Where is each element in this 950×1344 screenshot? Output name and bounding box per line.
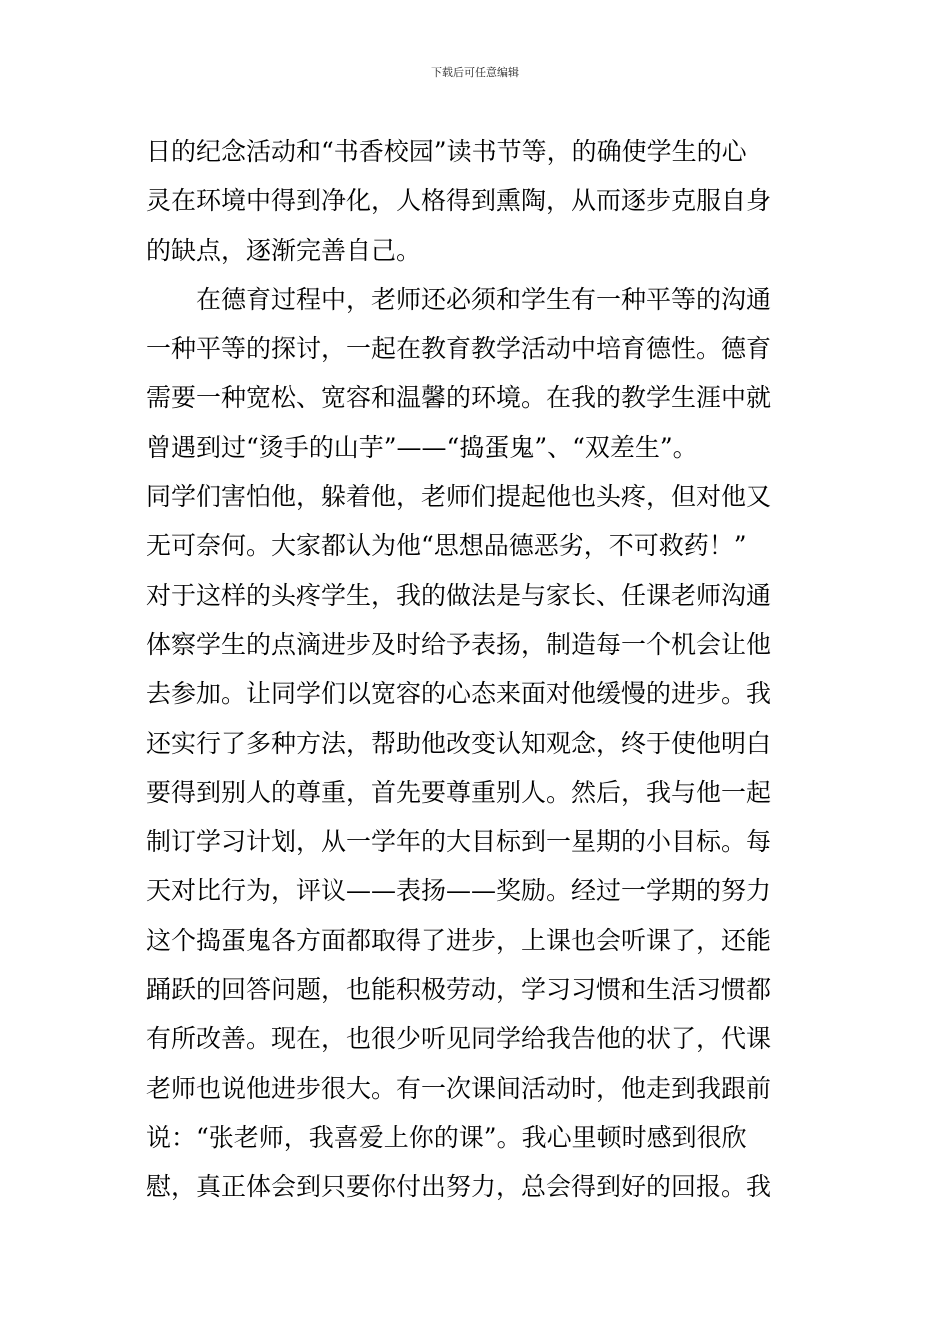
- text-line: 踊跃的回答问题，也能积极劳动，学习习惯和生活习惯都: [146, 975, 772, 1005]
- text-line: 还实行了多种方法，帮助他改变认知观念，终于使他明白: [146, 728, 772, 758]
- text-line: 曾遇到过“烫手的山芋”——“捣蛋鬼”、“双差生”。: [146, 432, 698, 462]
- text-line: 去参加。让同学们以宽容的心态来面对他缓慢的进步。我: [146, 679, 772, 709]
- text-line: 说：“张老师，我喜爱上你的课”。我心里顿时感到很欣: [146, 1122, 747, 1152]
- text-line: 有所改善。现在，也很少听见同学给我告他的状了，代课: [146, 1024, 772, 1054]
- text-line: 日的纪念活动和“书香校园”读书节等，的确使学生的心: [146, 137, 747, 166]
- text-line: 同学们害怕他，躲着他，老师们提起他也头疼，但对他又: [146, 482, 772, 512]
- text-line: 要得到别人的尊重，首先要尊重别人。然后，我与他一起: [146, 777, 772, 807]
- text-line: 的缺点，逐渐完善自己。: [146, 235, 422, 265]
- text-line: 这个捣蛋鬼各方面都取得了进步，上课也会听课了，还能: [146, 925, 772, 955]
- page-header: 下载后可任意编辑: [431, 66, 519, 79]
- text-line: 一种平等的探讨，一起在教育教学活动中培育德性。德育: [146, 334, 772, 364]
- document-body: [146, 127, 808, 1212]
- text-line: 对于这样的头疼学生，我的做法是与家长、任课老师沟通: [146, 580, 772, 610]
- text-line: 天对比行为，评议——表扬——奖励。经过一学期的努力: [146, 876, 772, 906]
- text-line: 制订学习计划，从一学年的大目标到一星期的小目标。每: [146, 827, 772, 857]
- text-line: 慰，真正体会到只要你付出努力，总会得到好的回报。我: [146, 1172, 772, 1202]
- text-line: 老师也说他进步很大。有一次课间活动时，他走到我跟前: [146, 1073, 772, 1103]
- text-line: 体察学生的点滴进步及时给予表扬，制造每一个机会让他: [146, 629, 772, 659]
- text-line: 在德育过程中，老师还必须和学生有一种平等的沟通: [146, 284, 772, 314]
- text-line: 灵在环境中得到净化，人格得到熏陶，从而逐步克服自身: [146, 186, 772, 216]
- text-line: 无可奈何。大家都认为他“思想品德恶劣，不可救药！”: [146, 531, 747, 561]
- text-line: 需要一种宽松、宽容和温馨的环境。在我的教学生涯中就: [146, 383, 772, 413]
